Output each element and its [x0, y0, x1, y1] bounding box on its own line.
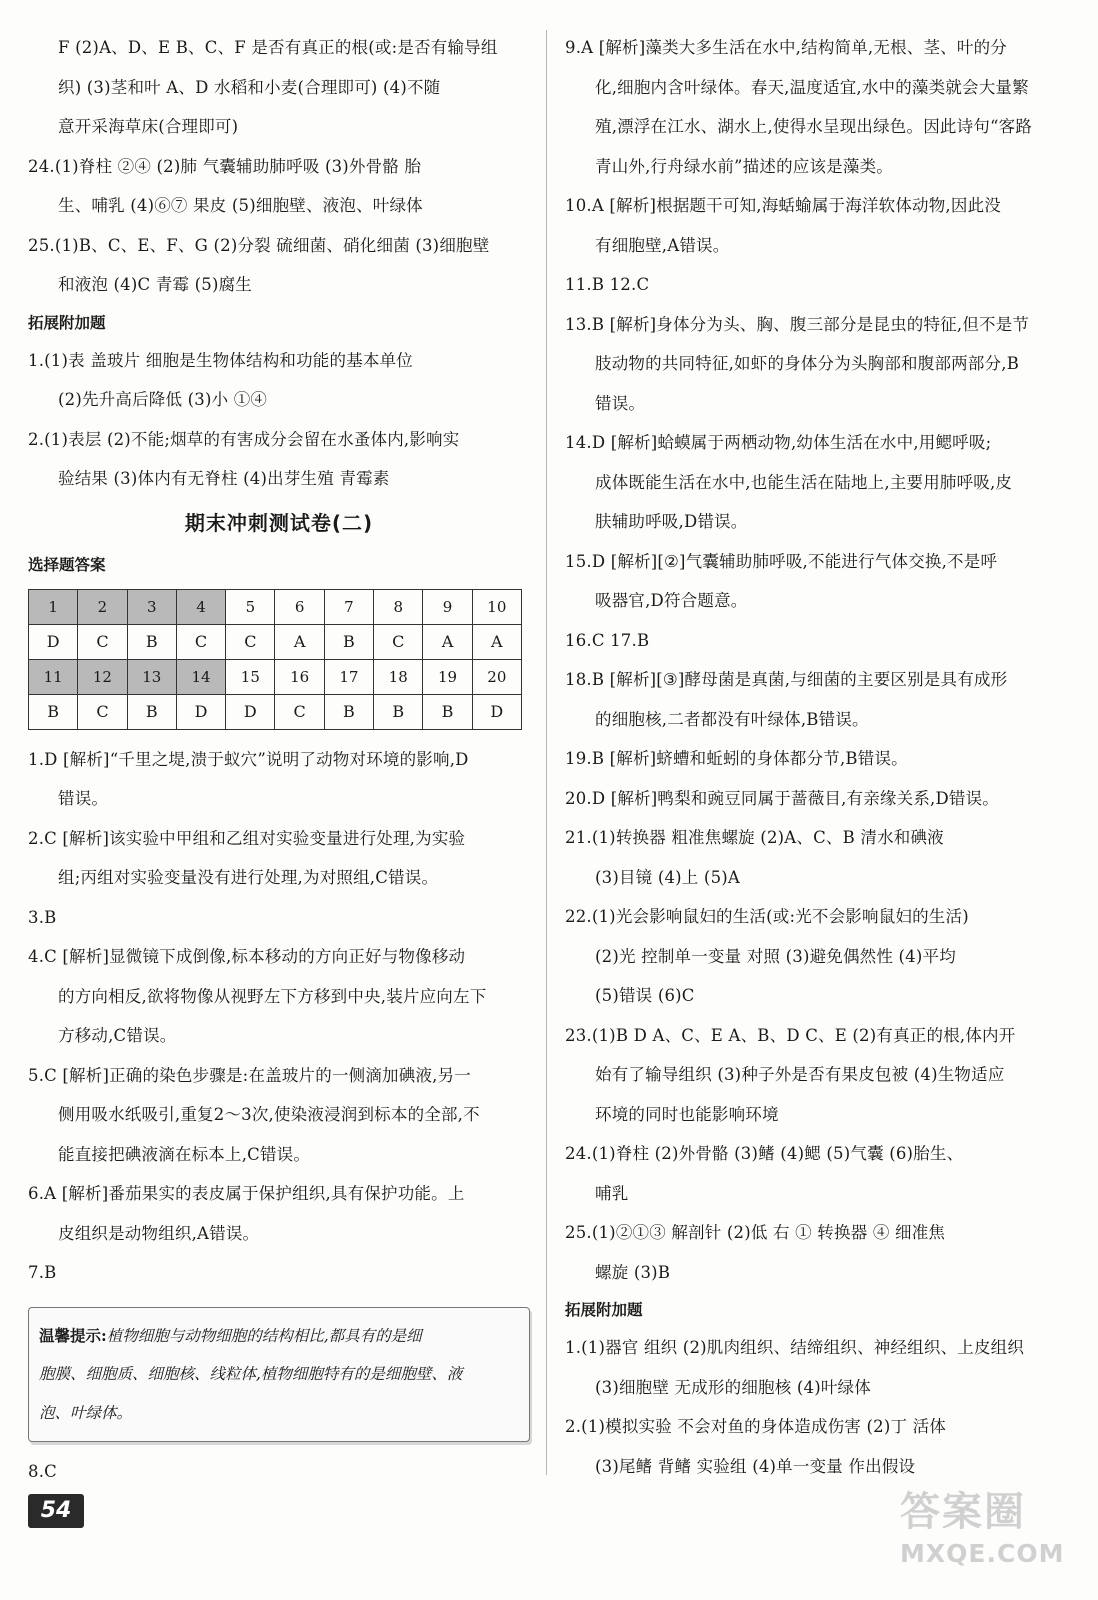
text-line: 化,细胞内含叶绿体。春天,温度适宜,水中的藻类就会大量繁: [595, 77, 1029, 97]
table-cell: 3: [127, 589, 176, 624]
text-line: (3)目镜 (4)上 (5)A: [595, 867, 741, 887]
table-cell: 10: [472, 589, 521, 624]
table-cell: B: [29, 694, 78, 729]
table-cell: B: [423, 694, 472, 729]
table-cell: 8: [374, 589, 423, 624]
text-line: (3)细胞壁 无成形的细胞核 (4)叶绿体: [595, 1377, 871, 1397]
text-line: 2.(1)模拟实验 不会对鱼的身体造成伤害 (2)丁 活体: [565, 1417, 947, 1436]
text-line: 18.B [解析][③]酵母菌是真菌,与细菌的主要区别是具有成形: [565, 670, 1008, 689]
text-line: 14.D [解析]蛤蟆属于两栖动物,幼体生活在水中,用鳃呼吸;: [565, 433, 992, 452]
left-column: [28, 28, 530, 1491]
choice-answers-label: 选择题答案: [28, 555, 106, 574]
text-line: 错误。: [58, 789, 109, 808]
text-line: 24.(1)脊柱 (2)外骨骼 (3)鳍 (4)鳃 (5)气囊 (6)胎生、: [565, 1144, 964, 1163]
watermark-logo: 答案圈: [900, 1489, 1026, 1535]
tip-text: 植物细胞与动物细胞的结构相比,都具有的是细: [106, 1326, 422, 1345]
tip-label: 温馨提示:: [39, 1325, 107, 1345]
table-cell: B: [127, 624, 176, 659]
watermark-url: MXQE.COM: [900, 1539, 1065, 1568]
text-line: 25.(1)②①③ 解剖针 (2)低 右 ① 转换器 ④ 细准焦: [565, 1223, 946, 1242]
table-cell: 19: [423, 659, 472, 694]
table-cell: 2: [78, 589, 127, 624]
table-cell: B: [127, 694, 176, 729]
text-line: 20.D [解析]鸭梨和豌豆同属于蔷薇目,有亲缘关系,D错误。: [565, 788, 1000, 808]
text-line: 错误。: [595, 393, 646, 413]
text-line: 始有了输导组织 (3)种子外是否有果皮包被 (4)生物适应: [595, 1065, 1005, 1084]
answer-table: [28, 589, 522, 730]
text-line: 21.(1)转换器 粗准焦螺旋 (2)A、C、B 清水和碘液: [565, 828, 944, 847]
tip-line: 胞膜、细胞质、细胞核、线粒体,植物细胞特有的是细胞壁、液: [39, 1364, 463, 1383]
text-line: 2.(1)表层 (2)不能;烟草的有害成分会留在水蚤体内,影响实: [28, 429, 460, 449]
table-cell: C: [78, 694, 127, 729]
table-cell: 12: [78, 659, 127, 694]
text-line: 组;丙组对实验变量没有进行处理,为对照组,C错误。: [58, 868, 439, 887]
table-cell: 17: [324, 659, 373, 694]
section-heading: 拓展附加题: [565, 1301, 643, 1319]
tip-box: [28, 1307, 530, 1442]
table-cell: 4: [176, 589, 225, 624]
table-cell: C: [226, 624, 275, 659]
table-row: [29, 589, 522, 624]
text-line: 23.(1)B D A、C、E A、B、D C、E (2)有真正的根,体内开: [565, 1025, 1016, 1045]
table-cell: 1: [29, 589, 78, 624]
text-line: 24.(1)脊柱 ②④ (2)肺 气囊辅助肺呼吸 (3)外骨骼 胎: [28, 156, 422, 176]
table-cell: A: [423, 624, 472, 659]
table-cell: D: [176, 694, 225, 729]
table-row: [29, 624, 522, 659]
table-cell: 11: [29, 659, 78, 694]
table-row: [29, 659, 522, 694]
text-line: 螺旋 (3)B: [595, 1262, 671, 1282]
text-line: 2.C [解析]该实验中甲组和乙组对实验变量进行处理,为实验: [28, 828, 466, 848]
text-line: 13.B [解析]身体分为头、胸、腹三部分是昆虫的特征,但不是节: [565, 314, 1030, 334]
text-line: 环境的同时也能影响环境: [595, 1104, 779, 1124]
section-heading: 拓展附加题: [28, 313, 106, 332]
text-line: 10.A [解析]根据题干可知,海蛞蝓属于海洋软体动物,因此没: [565, 196, 1001, 215]
table-cell: 18: [374, 659, 423, 694]
table-cell: 16: [275, 659, 324, 694]
table-cell: 9: [423, 589, 472, 624]
text-line: 织) (3)茎和叶 A、D 水稻和小麦(合理即可) (4)不随: [58, 77, 441, 97]
table-cell: 7: [324, 589, 373, 624]
text-line: 吸器官,D符合题意。: [595, 591, 748, 610]
text-line: 22.(1)光会影响鼠妇的生活(或:光不会影响鼠妇的生活): [565, 907, 969, 926]
table-cell: 20: [472, 659, 521, 694]
text-line: 25.(1)B、C、E、F、G (2)分裂 硫细菌、硝化细菌 (3)细胞壁: [28, 235, 490, 255]
table-cell: B: [324, 624, 373, 659]
text-line: 8.C: [28, 1461, 57, 1481]
tip-line: [39, 1316, 519, 1355]
column-divider: [546, 30, 547, 1475]
table-cell: C: [176, 624, 225, 659]
right-column: [565, 28, 1075, 1486]
text-line: 的细胞核,二者都没有叶绿体,B错误。: [595, 709, 869, 729]
exam-title: 期末冲刺测试卷(二): [184, 510, 374, 535]
text-line: 4.C [解析]显微镜下成倒像,标本移动的方向正好与物像移动: [28, 947, 466, 966]
table-row: [29, 694, 522, 729]
text-line: 皮组织是动物组织,A错误。: [58, 1223, 260, 1243]
table-cell: 15: [226, 659, 275, 694]
table-cell: 5: [226, 589, 275, 624]
text-line: 15.D [解析][②]气囊辅助肺呼吸,不能进行气体交换,不是呼: [565, 551, 998, 571]
table-cell: A: [472, 624, 521, 659]
text-line: 和液泡 (4)C 青霉 (5)腐生: [58, 275, 253, 294]
table-cell: C: [275, 694, 324, 729]
text-line: 7.B: [28, 1263, 57, 1282]
text-line: 意开采海草床(合理即可): [58, 117, 239, 136]
text-line: 6.A [解析]番茄果实的表皮属于保护组织,具有保护功能。上: [28, 1184, 465, 1203]
text-line: (2)先升高后降低 (3)小 ①④: [58, 390, 268, 409]
text-line: 19.B [解析]蛴螬和蚯蚓的身体都分节,B错误。: [565, 749, 908, 768]
table-cell: B: [374, 694, 423, 729]
text-line: F (2)A、D、E B、C、F 是否有真正的根(或:是否有输导组: [58, 38, 498, 57]
text-line: 1.(1)表 盖玻片 细胞是生物体结构和功能的基本单位: [28, 350, 414, 370]
text-line: (2)光 控制单一变量 对照 (3)避免偶然性 (4)平均: [595, 946, 956, 966]
text-line: 生、哺乳 (4)⑥⑦ 果皮 (5)细胞壁、液泡、叶绿体: [58, 196, 423, 215]
text-line: 5.C [解析]正确的染色步骤是:在盖玻片的一侧滴加碘液,另一: [28, 1065, 471, 1085]
table-cell: D: [29, 624, 78, 659]
table-cell: B: [324, 694, 373, 729]
table-cell: D: [472, 694, 521, 729]
text-line: 侧用吸水纸吸引,重复2～3次,使染液浸润到标本的全部,不: [58, 1105, 480, 1124]
tip-line: 泡、叶绿体。: [39, 1403, 133, 1422]
text-line: 有细胞壁,A错误。: [595, 235, 730, 255]
page-number: 54: [28, 1494, 84, 1528]
text-line: (3)尾鳍 背鳍 实验组 (4)单一变量 作出假设: [595, 1456, 916, 1476]
text-line: 验结果 (3)体内有无脊柱 (4)出芽生殖 青霉素: [58, 469, 390, 488]
text-line: 肤辅助呼吸,D错误。: [595, 512, 748, 531]
table-cell: C: [78, 624, 127, 659]
watermark: [900, 1480, 1090, 1590]
table-cell: 6: [275, 589, 324, 624]
text-line: 成体既能生活在水中,也能生活在陆地上,主要用肺呼吸,皮: [595, 472, 1013, 492]
text-line: 11.B 12.C: [565, 275, 650, 294]
text-line: 的方向相反,欲将物像从视野左下方移到中央,装片应向左下: [58, 986, 487, 1006]
table-cell: 13: [127, 659, 176, 694]
text-line: 殖,漂浮在江水、湖水上,使得水呈现出绿色。因此诗句“客路: [595, 117, 1033, 136]
text-line: 能直接把碘液滴在标本上,C错误。: [58, 1144, 311, 1164]
text-line: 哺乳: [595, 1183, 629, 1203]
table-cell: 14: [176, 659, 225, 694]
text-line: (5)错误 (6)C: [595, 986, 695, 1005]
table-cell: A: [275, 624, 324, 659]
table-cell: C: [374, 624, 423, 659]
text-line: 肢动物的共同特征,如虾的身体分为头胸部和腹部两部分,B: [595, 354, 1020, 373]
text-line: 9.A [解析]藻类大多生活在水中,结构简单,无根、茎、叶的分: [565, 38, 1007, 57]
text-line: 16.C 17.B: [565, 630, 650, 650]
text-line: 1.D [解析]“千里之堤,溃于蚁穴”说明了动物对环境的影响,D: [28, 749, 469, 769]
text-line: 方移动,C错误。: [58, 1026, 177, 1045]
text-line: 1.(1)器官 组织 (2)肌肉组织、结缔组织、神经组织、上皮组织: [565, 1338, 1025, 1357]
text-line: 青山外,行舟绿水前”描述的应该是藻类。: [595, 156, 893, 176]
table-cell: D: [226, 694, 275, 729]
text-line: 3.B: [28, 907, 57, 927]
